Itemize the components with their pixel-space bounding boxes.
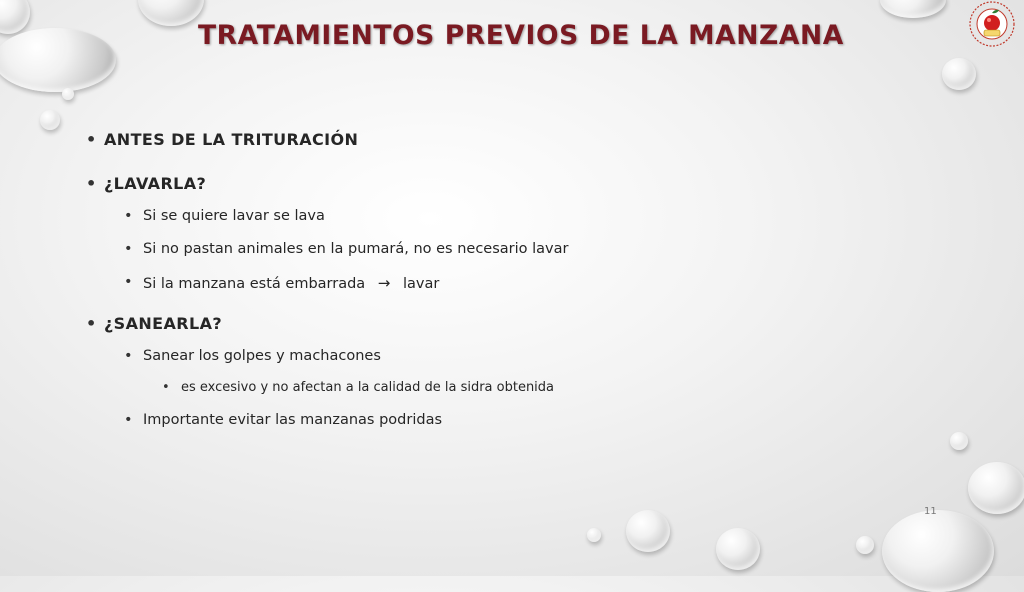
slide-number: 11	[924, 506, 937, 517]
bullet-glyph: •	[124, 208, 133, 224]
list-item: ¿SANEARLA?	[104, 314, 223, 333]
bullet-glyph: •	[86, 130, 97, 149]
bullet-glyph: •	[124, 274, 133, 290]
arrow-right-icon: →	[377, 274, 391, 292]
bullet-glyph: •	[124, 348, 133, 364]
list-item	[143, 274, 439, 292]
list-item-text: Si la manzana está embarrada	[143, 276, 366, 292]
list-item: ANTES DE LA TRITURACIÓN	[104, 130, 359, 149]
list-item: ¿LAVARLA?	[104, 174, 207, 193]
bullet-glyph: •	[124, 412, 133, 428]
list-item: es excesivo y no afectan a la calidad de la sidra obtenida	[181, 380, 555, 395]
list-item: Importante evitar las manzanas podridas	[143, 412, 443, 428]
bullet-glyph: •	[86, 314, 97, 333]
bullet-glyph: •	[162, 380, 170, 395]
list-item: Si se quiere lavar se lava	[143, 208, 325, 224]
slide-title: TRATAMIENTOS PREVIOS DE LA MANZANA	[198, 20, 844, 51]
list-item: Si no pastan animales en la pumará, no es necesario lavar	[143, 241, 569, 257]
bullet-glyph: •	[86, 174, 97, 193]
bullet-glyph: •	[124, 241, 133, 257]
list-item: Sanear los golpes y machacones	[143, 348, 381, 364]
list-item-suffix: lavar	[402, 276, 440, 292]
